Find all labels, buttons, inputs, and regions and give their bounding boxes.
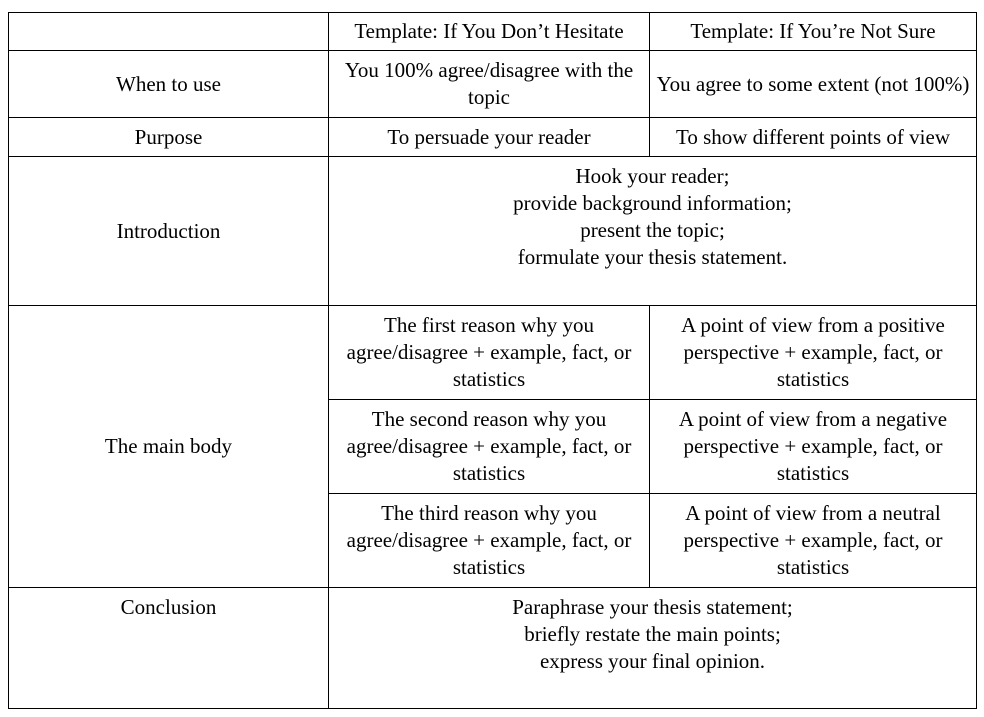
header-hesitate: Template: If You Don’t Hesitate: [329, 13, 650, 51]
conclusion-label: Conclusion: [9, 588, 329, 709]
main-body-not-sure-1: A point of view from a positive perspective + example, fact, or statistics: [650, 306, 977, 400]
header-not-sure: Template: If You’re Not Sure: [650, 13, 977, 51]
main-body-not-sure-3: A point of view from a neutral perspective + example, fact, or statistics: [650, 494, 977, 588]
main-body-row: [9, 306, 977, 400]
purpose-label: Purpose: [9, 118, 329, 157]
introduction-line: provide background information;: [513, 191, 792, 215]
introduction-content: [329, 157, 977, 306]
conclusion-line: briefly restate the main points;: [524, 622, 781, 646]
introduction-label: Introduction: [9, 157, 329, 306]
introduction-row: [9, 157, 977, 306]
main-body-label: The main body: [9, 306, 329, 588]
when-to-use-not-sure: You agree to some extent (not 100%): [650, 51, 977, 118]
conclusion-line: Paraphrase your thesis statement;: [512, 595, 793, 619]
purpose-not-sure: To show different points of view: [650, 118, 977, 157]
when-to-use-hesitate: You 100% agree/disagree with the topic: [329, 51, 650, 118]
main-body-hesitate-2: The second reason why you agree/disagree + example, fact, or statistics: [329, 400, 650, 494]
purpose-hesitate: To persuade your reader: [329, 118, 650, 157]
essay-template-table: [8, 12, 977, 709]
conclusion-content: [329, 588, 977, 709]
main-body-hesitate-1: The first reason why you agree/disagree + example, fact, or statistics: [329, 306, 650, 400]
when-to-use-row: [9, 51, 977, 118]
when-to-use-label: When to use: [9, 51, 329, 118]
main-body-not-sure-2: A point of view from a negative perspective + example, fact, or statistics: [650, 400, 977, 494]
purpose-row: [9, 118, 977, 157]
main-body-hesitate-3: The third reason why you agree/disagree + example, fact, or statistics: [329, 494, 650, 588]
introduction-line: Hook your reader;: [575, 164, 730, 188]
header-empty-cell: [9, 13, 329, 51]
introduction-line: formulate your thesis statement.: [517, 245, 788, 269]
conclusion-row: [9, 588, 977, 709]
header-row: [9, 13, 977, 51]
introduction-line: present the topic;: [580, 218, 725, 242]
conclusion-line: express your final opinion.: [539, 649, 766, 673]
